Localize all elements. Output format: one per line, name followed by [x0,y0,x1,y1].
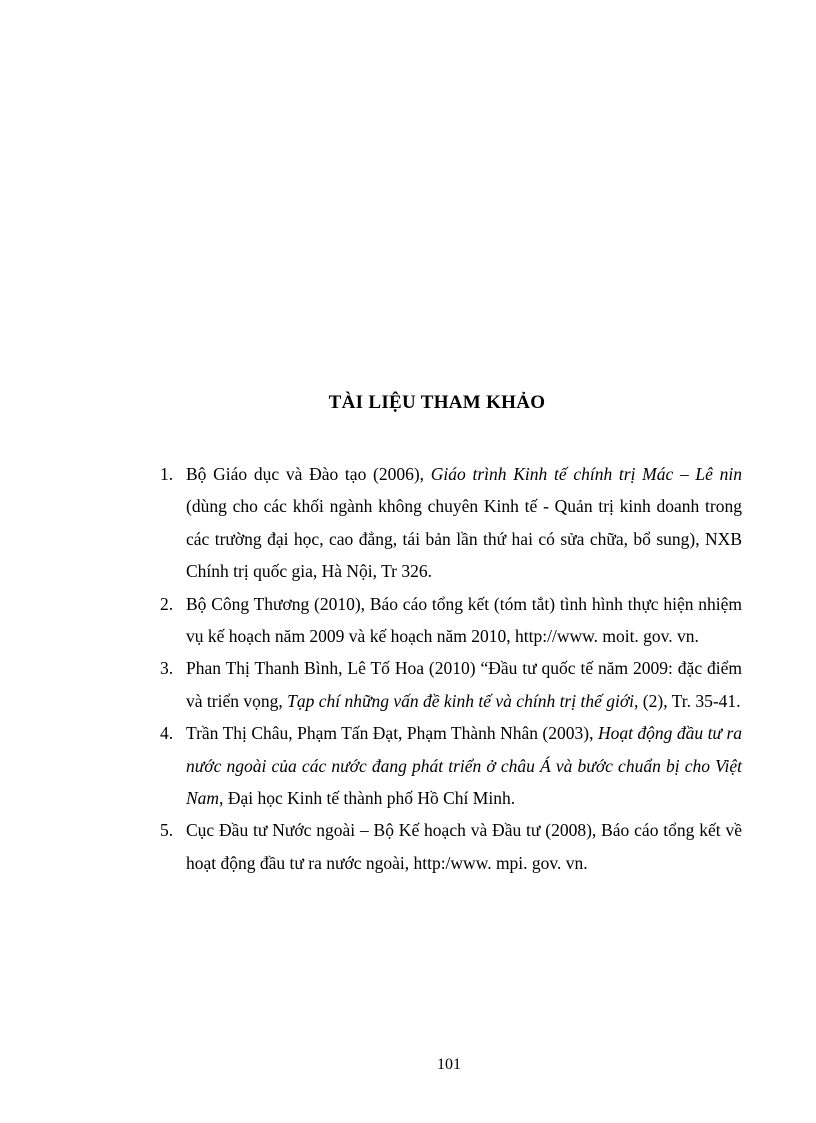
reference-text-segment: Bộ Công Thương (2010), Báo cáo tổng kết (tóm tắt) tình hình thực hiện nhiệm vụ kế hoạch năm 2009 và kế hoạch năm 2010, http://www. moit. gov. vn. [186,593,742,647]
reference-title-italic: Giáo trình Kinh tế chính trị Mác – Lê nin [430,464,742,484]
reference-number: 2. [160,593,174,614]
reference-text [186,588,742,653]
reference-item [160,814,742,879]
reference-text-segment: , (2), Tr. 35-41. [634,690,741,711]
page-title: TÀI LIỆU THAM KHẢO [328,392,546,413]
reference-list [160,458,742,879]
reference-number: 1. [160,464,174,484]
reference-text [186,652,742,717]
reference-item [160,588,742,653]
page-number: 101 [437,1056,461,1073]
reference-title-italic: Tạp chí những vấn đề kinh tế và chính trị thế giới [287,690,635,711]
reference-text-segment: (dùng cho các khối ngành không chuyên Kinh tế - Quản trị kinh doanh trong các trường đại học, cao đẳng, tái bản lần thứ hai có sửa chữa, bổ sung), NXB Chính trị quốc gia, Hà Nội, Tr 326. [186,496,742,582]
reference-item [160,717,742,814]
reference-text-segment: Phan Thị Thanh Bình, Lê Tố Hoa (2010) “Đầu tư quốc tế năm 2009: đặc điểm và triển vọng, [186,658,742,711]
reference-text [186,458,742,588]
reference-number: 5. [160,820,174,841]
reference-item [160,458,742,588]
reference-number: 4. [160,723,174,744]
reference-number: 3. [160,658,174,679]
reference-text [186,814,742,879]
reference-item [160,652,742,717]
reference-text-segment: Cục Đầu tư Nước ngoài – Bộ Kế hoạch và Đầu tư (2008), Báo cáo tổng kết về hoạt động đầu tư ra nước ngoài, http:/www. mpi. gov. vn. [186,820,742,873]
reference-text-segment: Bộ Giáo dục và Đào tạo (2006), [186,464,431,484]
reference-text-segment: Trần Thị Châu, Phạm Tấn Đạt, Phạm Thành Nhân (2003), [186,723,598,744]
reference-title-italic: Hoạt động đầu tư ra nước ngoài của các nước đang phát triển ở châu Á và bước chuẩn bị cho Việt Nam, [186,723,743,809]
reference-text-segment: Đại học Kinh tế thành phố Hồ Chí Minh. [223,788,516,809]
reference-text [186,717,742,814]
